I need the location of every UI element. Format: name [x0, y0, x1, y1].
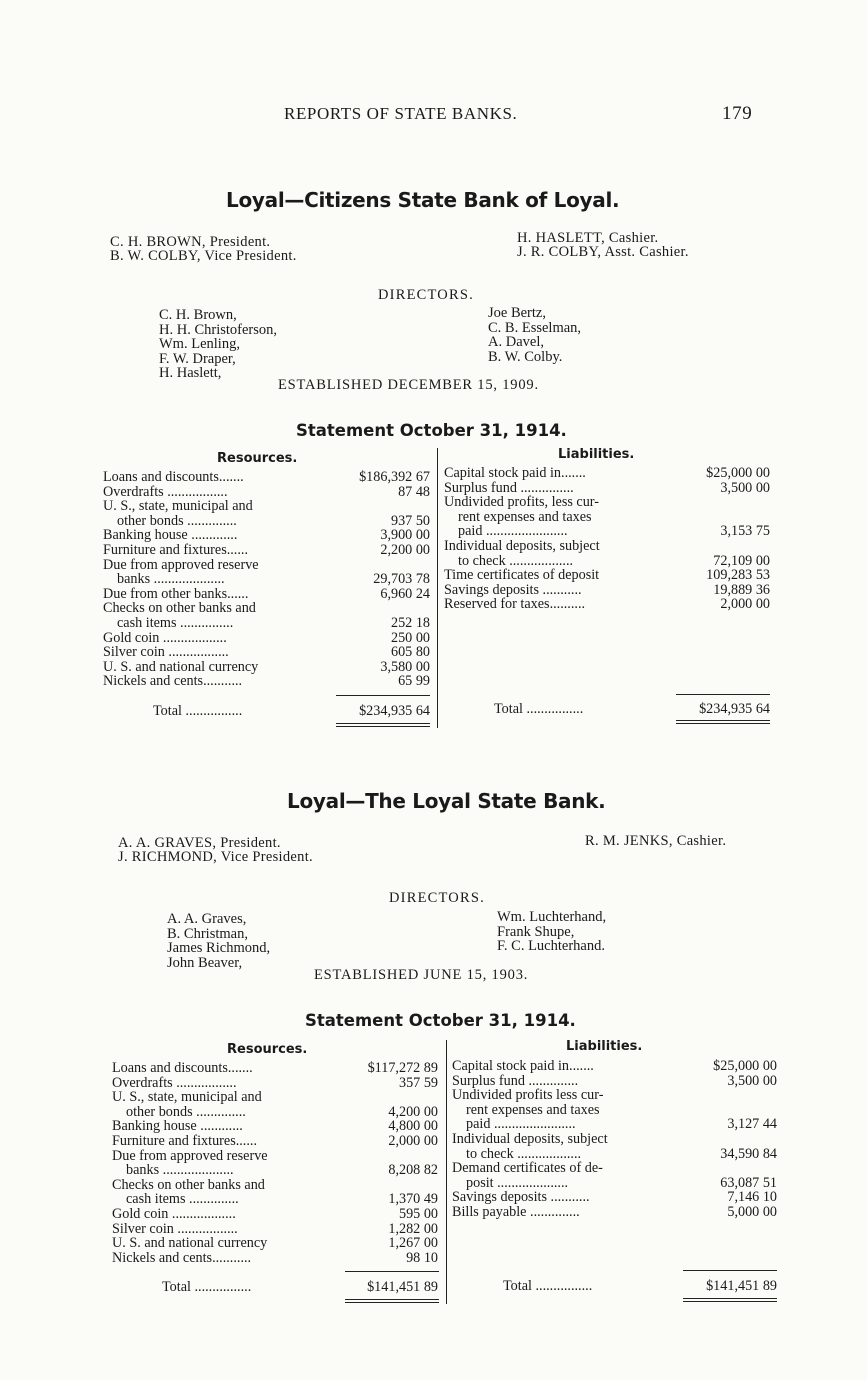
- total-label: Total ................: [162, 1279, 252, 1295]
- table-row: U. S., state, municipal and: [103, 498, 253, 515]
- table-row: banks .................... 29,703 78: [117, 571, 430, 588]
- total-label: Total ................: [153, 703, 243, 719]
- table-row: Silver coin ................. 1,282 00: [112, 1220, 438, 1237]
- total-rule: [683, 1270, 777, 1271]
- table-row: Bills payable .............. 5,000 00: [452, 1203, 777, 1220]
- table-row: Undivided profits, less cur-: [444, 494, 599, 511]
- resources-total-row: [162, 1280, 438, 1295]
- table-row: Loans and discounts....... $186,392 67: [103, 469, 430, 485]
- total-label: Total ................: [494, 701, 584, 717]
- director: James Richmond,: [167, 940, 271, 956]
- double-rule: [676, 720, 770, 721]
- bank-title: Loyal—Citizens State Bank of Loyal.: [226, 188, 620, 212]
- officers-right: [517, 231, 689, 259]
- table-row: Individual deposits, subject: [452, 1130, 608, 1147]
- resources-heading: Resources.: [227, 1042, 308, 1057]
- table-row: to check .................. 34,590 84: [466, 1145, 777, 1162]
- double-rule: [676, 723, 770, 724]
- table-row: Loans and discounts....... $117,272 89: [112, 1060, 438, 1076]
- double-rule: [345, 1302, 439, 1303]
- directors-left: [159, 308, 277, 381]
- director: C. H. Brown,: [159, 307, 237, 323]
- table-row: Gold coin .................. 250 00: [103, 629, 430, 646]
- table-row: posit .................... 63,087 51: [466, 1174, 777, 1191]
- resources-total-row: [153, 704, 430, 719]
- resources-table: [112, 1061, 438, 1265]
- liabilities-heading: Liabilities.: [558, 447, 635, 462]
- double-rule: [336, 723, 430, 724]
- table-row: Nickels and cents........... 65 99: [103, 673, 430, 690]
- table-row: banks .................... 8,208 82: [126, 1162, 438, 1179]
- director: A. Davel,: [488, 334, 544, 350]
- double-rule: [345, 1299, 439, 1300]
- director: Joe Bertz,: [488, 305, 546, 321]
- resources-total: $234,935 64: [359, 703, 430, 719]
- director: John Beaver,: [167, 954, 243, 971]
- directors-heading: DIRECTORS.: [378, 287, 474, 303]
- table-row: Due from other banks...... 6,960 24: [103, 585, 430, 602]
- director: C. B. Esselman,: [488, 319, 582, 336]
- table-row: Nickels and cents........... 98 10: [112, 1249, 438, 1266]
- table-row: Banking house ............ 4,800 00: [112, 1118, 438, 1135]
- table-row: Time certificates of deposit 109,283 53: [444, 567, 770, 584]
- table-row: Capital stock paid in....... $25,000 00: [444, 465, 770, 481]
- double-rule: [683, 1301, 777, 1302]
- table-row: Furniture and fixtures...... 2,200 00: [103, 541, 430, 558]
- table-row: U. S. and national currency 3,580 00: [103, 658, 430, 675]
- liabilities-table: [452, 1059, 777, 1220]
- officers-right: [585, 834, 726, 848]
- column-divider: [446, 1040, 447, 1304]
- table-row: other bonds .............. 4,200 00: [126, 1103, 438, 1120]
- total-label: Total ................: [503, 1278, 593, 1294]
- liabilities-total-row: [503, 1279, 777, 1294]
- director: A. A. Graves,: [167, 911, 247, 927]
- director: F. W. Draper,: [159, 350, 236, 367]
- table-row: Individual deposits, subject: [444, 537, 600, 554]
- table-row: Banking house ............. 3,900 00: [103, 527, 430, 544]
- table-row: Silver coin ................. 605 80: [103, 644, 430, 661]
- officers-left: [110, 235, 297, 263]
- officer-cashier: R. M. JENKS, Cashier.: [585, 833, 727, 849]
- resources-heading: Resources.: [217, 451, 298, 466]
- table-row: paid ....................... 3,127 44: [466, 1116, 777, 1133]
- table-row: Reserved for taxes.......... 2,000 00: [444, 596, 770, 613]
- liabilities-total-row: [494, 702, 770, 717]
- table-row: Checks on other banks and: [112, 1176, 265, 1193]
- total-rule: [345, 1271, 439, 1272]
- liabilities-total: $234,935 64: [699, 701, 770, 717]
- director: B. W. Colby.: [488, 348, 563, 365]
- director: Frank Shupe,: [497, 923, 575, 940]
- table-row: Surplus fund ............... 3,500 00: [444, 479, 770, 496]
- table-row: Undivided profits less cur-: [452, 1087, 604, 1104]
- table-row: Due from approved reserve: [112, 1147, 268, 1164]
- directors-right: [488, 306, 581, 364]
- liabilities-total: $141,451 89: [706, 1278, 777, 1294]
- double-rule: [683, 1298, 777, 1299]
- table-row: Overdrafts ................. 87 48: [103, 483, 430, 500]
- officer-vice-president: J. RICHMOND, Vice President.: [118, 849, 313, 865]
- officer-president: C. H. BROWN, President.: [110, 234, 271, 250]
- page-number: 179: [722, 103, 753, 124]
- table-row: Due from approved reserve: [103, 556, 259, 573]
- table-row: Overdrafts ................. 357 59: [112, 1074, 438, 1091]
- statement-heading: Statement October 31, 1914.: [305, 1011, 576, 1030]
- established-date: ESTABLISHED DECEMBER 15, 1909.: [278, 377, 539, 393]
- liabilities-table: [444, 466, 770, 612]
- column-divider: [437, 448, 438, 728]
- table-row: Savings deposits ........... 7,146 10: [452, 1189, 777, 1206]
- officer-president: A. A. GRAVES, President.: [118, 835, 281, 851]
- director: B. Christman,: [167, 925, 248, 942]
- table-row: Demand certificates of de-: [452, 1160, 603, 1177]
- table-row: Capital stock paid in....... $25,000 00: [452, 1058, 777, 1074]
- resources-table: [103, 470, 430, 689]
- table-row: Surplus fund .............. 3,500 00: [452, 1072, 777, 1089]
- established-date: ESTABLISHED JUNE 15, 1903.: [314, 967, 529, 983]
- table-row: Furniture and fixtures...... 2,000 00: [112, 1132, 438, 1149]
- bank-title: Loyal—The Loyal State Bank.: [287, 789, 606, 813]
- officer-cashier: H. HASLETT, Cashier.: [517, 230, 659, 246]
- resources-total: $141,451 89: [367, 1279, 438, 1295]
- table-row: rent expenses and taxes: [458, 508, 592, 525]
- directors-left: [167, 912, 270, 970]
- total-rule: [676, 694, 770, 695]
- table-row: U. S. and national currency 1,267 00: [112, 1235, 438, 1252]
- running-head: REPORTS OF STATE BANKS.: [284, 104, 518, 123]
- table-row: rent expenses and taxes: [466, 1101, 600, 1118]
- table-row: cash items ............... 252 18: [117, 614, 430, 631]
- directors-heading: DIRECTORS.: [389, 890, 485, 906]
- director: Wm. Lenling,: [159, 336, 240, 352]
- director: Wm. Luchterhand,: [497, 909, 607, 925]
- director: H. Haslett,: [159, 365, 222, 381]
- officer-asst-cashier: J. R. COLBY, Asst. Cashier.: [517, 244, 689, 260]
- officers-left: [118, 836, 313, 864]
- table-row: paid ....................... 3,153 75: [458, 523, 770, 540]
- total-rule: [336, 695, 430, 696]
- director: H. H. Christoferson,: [159, 321, 278, 338]
- directors-right: [497, 910, 606, 954]
- table-row: Savings deposits ........... 19,889 36: [444, 581, 770, 598]
- table-row: to check .................. 72,109 00: [458, 552, 770, 569]
- director: F. C. Luchterhand.: [497, 938, 605, 954]
- double-rule: [336, 726, 430, 727]
- table-row: other bonds .............. 937 50: [117, 512, 430, 529]
- statement-heading: Statement October 31, 1914.: [296, 421, 567, 440]
- liabilities-heading: Liabilities.: [566, 1039, 643, 1054]
- table-row: cash items .............. 1,370 49: [126, 1191, 438, 1208]
- table-row: Checks on other banks and: [103, 600, 256, 617]
- table-row: Gold coin .................. 595 00: [112, 1205, 438, 1222]
- officer-vice-president: B. W. COLBY, Vice President.: [110, 248, 297, 264]
- table-row: U. S., state, municipal and: [112, 1089, 262, 1106]
